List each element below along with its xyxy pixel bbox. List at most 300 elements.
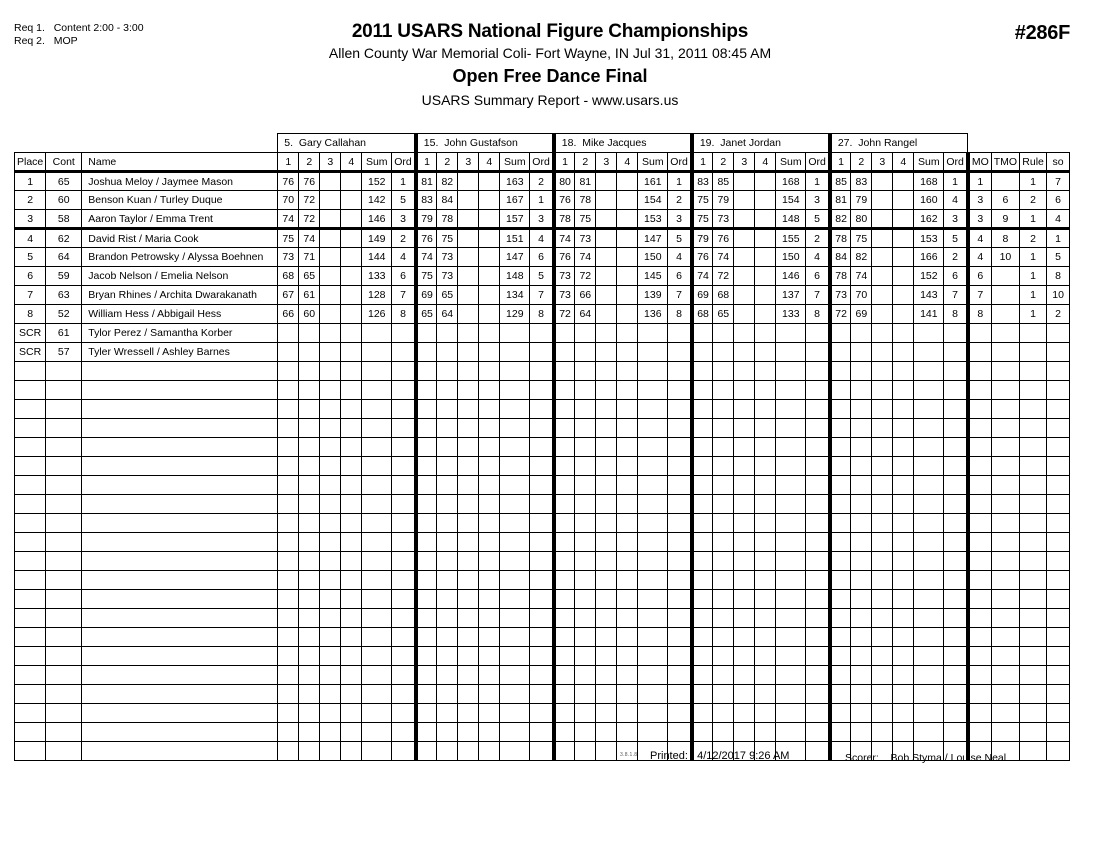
row-j2-score-3 (458, 172, 479, 191)
blank-tmo (991, 666, 1019, 685)
row-majority-ordinal: 6 (968, 267, 991, 286)
blank-j3-ordinal (668, 400, 692, 419)
row-rule: 2 (1020, 191, 1047, 210)
blank-j4-score-2 (713, 723, 734, 742)
blank-j4-sum (776, 723, 806, 742)
row-j2-score-1: 83 (416, 191, 437, 210)
row-j2-ordinal: 3 (530, 210, 554, 229)
table-row-blank (15, 609, 1070, 628)
blank-j2-sum (500, 685, 530, 704)
blank-j4-score-4 (755, 419, 776, 438)
blank-j2-score-3 (458, 742, 479, 761)
table-row-blank (15, 552, 1070, 571)
blank-place (15, 609, 46, 628)
blank-so (1047, 495, 1070, 514)
row-j4-score-1: 79 (692, 229, 713, 248)
blank-place (15, 438, 46, 457)
row-j3-sum: 154 (638, 191, 668, 210)
blank-j1-score-2 (299, 476, 320, 495)
row-j1-score-1: 73 (278, 248, 299, 267)
blank-j2-score-2 (437, 533, 458, 552)
row-j1-score-2: 65 (299, 267, 320, 286)
blank-j2-score-2 (437, 647, 458, 666)
blank-j4-score-1 (692, 362, 713, 381)
blank-j1-score-3 (320, 419, 341, 438)
blank-j5-score-1 (830, 552, 851, 571)
blank-place (15, 590, 46, 609)
blank-j4-score-4 (755, 723, 776, 742)
row-j4-score-2: 72 (713, 267, 734, 286)
blank-j5-score-4 (893, 362, 914, 381)
blank-j4-score-1 (692, 571, 713, 590)
blank-j5-score-1 (830, 647, 851, 666)
col-header-j1-ord: Ord (392, 153, 416, 172)
blank-j3-sum (638, 552, 668, 571)
blank-j2-score-2 (437, 438, 458, 457)
blank-j2-score-4 (479, 438, 500, 457)
row-j4-sum (776, 324, 806, 343)
blank-j4-score-4 (755, 647, 776, 666)
blank-j1-sum (362, 552, 392, 571)
blank-j5-score-2 (851, 476, 872, 495)
row-j2-ordinal: 7 (530, 286, 554, 305)
blank-name (82, 438, 278, 457)
row-rule: 1 (1020, 267, 1047, 286)
blank-mo (968, 438, 991, 457)
row-j3-score-3 (596, 305, 617, 324)
blank-j4-score-1 (692, 685, 713, 704)
blank-j4-score-3 (734, 552, 755, 571)
table-row-blank (15, 362, 1070, 381)
row-j4-score-3 (734, 305, 755, 324)
row-j5-sum (914, 343, 944, 362)
blank-j5-sum (914, 628, 944, 647)
blank-so (1047, 666, 1070, 685)
blank-j1-sum (362, 381, 392, 400)
row-j1-score-2 (299, 324, 320, 343)
row-j1-ordinal: 1 (392, 172, 416, 191)
col-header-j4-ord: Ord (806, 153, 830, 172)
blank-j4-score-2 (713, 400, 734, 419)
blank-j3-sum (638, 362, 668, 381)
blank-j4-score-3 (734, 723, 755, 742)
row-majority-ordinal: 3 (968, 191, 991, 210)
blank-rule (1020, 552, 1047, 571)
row-j4-sum: 154 (776, 191, 806, 210)
blank-j4-score-1 (692, 628, 713, 647)
row-j1-ordinal: 8 (392, 305, 416, 324)
blank-j5-sum (914, 438, 944, 457)
row-j4-sum: 155 (776, 229, 806, 248)
blank-j3-score-3 (596, 362, 617, 381)
blank-j2-ordinal (530, 381, 554, 400)
row-j1-ordinal: 5 (392, 191, 416, 210)
blank-cont (46, 419, 82, 438)
blank-j2-sum (500, 571, 530, 590)
col-header-j1-1: 1 (278, 153, 299, 172)
blank-j3-score-4 (617, 647, 638, 666)
row-place: 4 (15, 229, 46, 248)
row-rule: 1 (1020, 172, 1047, 191)
blank-name (82, 495, 278, 514)
row-j2-ordinal: 5 (530, 267, 554, 286)
row-j4-score-1: 75 (692, 191, 713, 210)
blank-j2-score-2 (437, 723, 458, 742)
blank-j1-score-1 (278, 609, 299, 628)
row-j5-score-4 (893, 229, 914, 248)
row-j4-score-3 (734, 210, 755, 229)
blank-j3-ordinal (668, 495, 692, 514)
blank-rule (1020, 419, 1047, 438)
row-contestant-number: 58 (46, 210, 82, 229)
row-j5-score-4 (893, 267, 914, 286)
col-header-tmo: TMO (991, 153, 1019, 172)
row-j2-score-2: 73 (437, 267, 458, 286)
blank-j4-ordinal (806, 628, 830, 647)
blank-j5-score-3 (872, 571, 893, 590)
blank-tmo (991, 723, 1019, 742)
blank-place (15, 628, 46, 647)
row-j5-score-1: 85 (830, 172, 851, 191)
blank-j5-score-3 (872, 438, 893, 457)
blank-so (1047, 381, 1070, 400)
blank-j1-score-3 (320, 476, 341, 495)
row-skater-names: Brandon Petrowsky / Alyssa Boehnen (82, 248, 278, 267)
blank-j5-score-3 (872, 476, 893, 495)
blank-j5-score-2 (851, 381, 872, 400)
blank-j5-score-4 (893, 552, 914, 571)
blank-j1-score-4 (341, 552, 362, 571)
row-j4-score-2 (713, 324, 734, 343)
blank-j2-sum (500, 647, 530, 666)
blank-j2-sum (500, 590, 530, 609)
row-j1-score-2: 72 (299, 210, 320, 229)
blank-j4-ordinal (806, 742, 830, 761)
blank-j2-sum (500, 704, 530, 723)
blank-j4-score-1 (692, 400, 713, 419)
row-j5-score-1: 78 (830, 267, 851, 286)
blank-j5-sum (914, 647, 944, 666)
row-j5-sum: 168 (914, 172, 944, 191)
row-j4-score-1: 83 (692, 172, 713, 191)
judge-banner-spacer (15, 134, 278, 153)
row-j4-score-2: 76 (713, 229, 734, 248)
row-contestant-number: 63 (46, 286, 82, 305)
blank-j2-score-4 (479, 609, 500, 628)
blank-j5-score-2 (851, 590, 872, 609)
blank-so (1047, 552, 1070, 571)
blank-j3-score-2 (575, 704, 596, 723)
blank-j2-score-4 (479, 552, 500, 571)
blank-j3-score-1 (554, 457, 575, 476)
row-j4-score-1: 74 (692, 267, 713, 286)
blank-j2-score-2 (437, 457, 458, 476)
blank-place (15, 457, 46, 476)
blank-j3-score-3 (596, 647, 617, 666)
blank-j5-score-4 (893, 723, 914, 742)
row-majority-ordinal: 1 (968, 172, 991, 191)
blank-j2-score-2 (437, 552, 458, 571)
blank-name (82, 628, 278, 647)
blank-j4-score-1 (692, 514, 713, 533)
blank-j4-ordinal (806, 609, 830, 628)
row-j5-score-3 (872, 324, 893, 343)
blank-j1-score-3 (320, 381, 341, 400)
blank-j3-score-1 (554, 400, 575, 419)
blank-j2-score-1 (416, 628, 437, 647)
blank-j1-score-4 (341, 571, 362, 590)
blank-j2-score-1 (416, 723, 437, 742)
blank-tmo (991, 381, 1019, 400)
blank-j5-score-4 (893, 438, 914, 457)
blank-j3-score-3 (596, 457, 617, 476)
blank-tmo (991, 552, 1019, 571)
blank-j1-sum (362, 571, 392, 590)
row-j4-ordinal: 2 (806, 229, 830, 248)
row-j5-score-4 (893, 343, 914, 362)
division-title: Open Free Dance Final (452, 66, 648, 86)
row-j4-ordinal: 8 (806, 305, 830, 324)
row-j1-score-2 (299, 343, 320, 362)
row-j4-sum: 146 (776, 267, 806, 286)
row-j3-score-3 (596, 172, 617, 191)
blank-j4-score-1 (692, 457, 713, 476)
blank-j2-sum (500, 723, 530, 742)
blank-j4-score-2 (713, 628, 734, 647)
blank-j5-ordinal (944, 533, 968, 552)
row-j2-sum (500, 343, 530, 362)
blank-j4-score-4 (755, 438, 776, 457)
table-row-blank (15, 419, 1070, 438)
table-row (15, 229, 1070, 248)
blank-j2-score-2 (437, 571, 458, 590)
blank-j2-score-1 (416, 381, 437, 400)
blank-j5-score-2 (851, 419, 872, 438)
blank-j1-score-2 (299, 628, 320, 647)
blank-j2-score-3 (458, 609, 479, 628)
blank-j3-ordinal (668, 723, 692, 742)
table-row (15, 210, 1070, 229)
row-j4-sum: 150 (776, 248, 806, 267)
blank-j4-score-3 (734, 590, 755, 609)
blank-j1-score-2 (299, 514, 320, 533)
blank-j5-score-4 (893, 590, 914, 609)
blank-j5-sum (914, 704, 944, 723)
row-j5-sum: 152 (914, 267, 944, 286)
row-j5-score-2: 69 (851, 305, 872, 324)
table-row-blank (15, 533, 1070, 552)
blank-j3-score-2 (575, 362, 596, 381)
row-j5-score-3 (872, 172, 893, 191)
blank-j4-ordinal (806, 704, 830, 723)
row-j4-ordinal: 1 (806, 172, 830, 191)
row-j1-ordinal: 4 (392, 248, 416, 267)
blank-j4-score-3 (734, 666, 755, 685)
blank-j3-score-3 (596, 533, 617, 552)
blank-cont (46, 628, 82, 647)
row-j5-score-4 (893, 210, 914, 229)
row-j3-ordinal: 7 (668, 286, 692, 305)
blank-j3-ordinal (668, 571, 692, 590)
row-skater-names: Benson Kuan / Turley Duque (82, 191, 278, 210)
blank-tmo (991, 438, 1019, 457)
row-j4-ordinal: 5 (806, 210, 830, 229)
blank-j1-score-1 (278, 457, 299, 476)
blank-j3-score-4 (617, 476, 638, 495)
blank-j1-score-4 (341, 666, 362, 685)
blank-place (15, 666, 46, 685)
row-j4-score-2: 68 (713, 286, 734, 305)
blank-j1-score-4 (341, 590, 362, 609)
blank-j1-score-1 (278, 419, 299, 438)
blank-j2-score-4 (479, 628, 500, 647)
blank-j4-sum (776, 362, 806, 381)
row-j5-score-3 (872, 305, 893, 324)
blank-j2-score-1 (416, 742, 437, 761)
results-table (14, 133, 1070, 761)
row-j5-sum: 160 (914, 191, 944, 210)
blank-j5-ordinal (944, 590, 968, 609)
blank-j5-sum (914, 590, 944, 609)
blank-place (15, 552, 46, 571)
blank-j3-score-4 (617, 419, 638, 438)
row-j3-sum: 153 (638, 210, 668, 229)
col-header-j1-sum: Sum (362, 153, 392, 172)
row-j4-sum (776, 343, 806, 362)
row-contestant-number: 62 (46, 229, 82, 248)
blank-j5-score-4 (893, 514, 914, 533)
blank-rule (1020, 457, 1047, 476)
row-j3-sum: 147 (638, 229, 668, 248)
blank-j3-sum (638, 628, 668, 647)
blank-j5-ordinal (944, 495, 968, 514)
blank-j5-score-4 (893, 476, 914, 495)
event-number: #286F (1014, 22, 1070, 44)
blank-j3-score-2 (575, 533, 596, 552)
row-j3-score-2 (575, 343, 596, 362)
blank-j3-score-1 (554, 723, 575, 742)
blank-j5-score-3 (872, 552, 893, 571)
blank-j2-score-2 (437, 419, 458, 438)
blank-j3-score-3 (596, 704, 617, 723)
row-rule (1020, 324, 1047, 343)
row-j1-score-1 (278, 324, 299, 343)
row-j2-score-2: 84 (437, 191, 458, 210)
blank-j3-score-3 (596, 609, 617, 628)
row-j2-ordinal: 4 (530, 229, 554, 248)
blank-j1-score-3 (320, 457, 341, 476)
blank-j5-score-3 (872, 647, 893, 666)
row-j4-score-3 (734, 248, 755, 267)
blank-j4-score-2 (713, 495, 734, 514)
blank-j5-score-2 (851, 609, 872, 628)
table-row (15, 286, 1070, 305)
blank-j2-score-2 (437, 400, 458, 419)
row-j2-score-2: 82 (437, 172, 458, 191)
row-rule: 1 (1020, 210, 1047, 229)
blank-name (82, 571, 278, 590)
row-skater-names: Tylor Perez / Samantha Korber (82, 324, 278, 343)
blank-j2-score-3 (458, 723, 479, 742)
blank-j5-ordinal (944, 628, 968, 647)
blank-j3-score-1 (554, 552, 575, 571)
row-sum-ordinals: 5 (1047, 248, 1070, 267)
blank-j4-score-3 (734, 362, 755, 381)
blank-j3-score-3 (596, 381, 617, 400)
blank-j4-score-2 (713, 457, 734, 476)
blank-j1-ordinal (392, 723, 416, 742)
blank-j5-score-4 (893, 495, 914, 514)
blank-j1-score-4 (341, 685, 362, 704)
blank-j4-score-2 (713, 571, 734, 590)
blank-tmo (991, 495, 1019, 514)
printed-stamp (650, 750, 789, 762)
blank-mo (968, 381, 991, 400)
row-j5-score-2: 74 (851, 267, 872, 286)
row-j3-score-1 (554, 343, 575, 362)
row-total-majority-ordinal (991, 172, 1019, 191)
blank-so (1047, 590, 1070, 609)
blank-j1-score-4 (341, 704, 362, 723)
blank-j2-score-1 (416, 609, 437, 628)
blank-j2-score-4 (479, 400, 500, 419)
blank-name (82, 704, 278, 723)
col-header-mo: MO (968, 153, 991, 172)
blank-j4-sum (776, 476, 806, 495)
row-contestant-number: 60 (46, 191, 82, 210)
blank-j5-score-4 (893, 609, 914, 628)
blank-j3-score-1 (554, 381, 575, 400)
blank-j3-score-1 (554, 609, 575, 628)
blank-place (15, 647, 46, 666)
row-j4-score-3 (734, 343, 755, 362)
col-header-rule: Rule (1020, 153, 1047, 172)
blank-cont (46, 552, 82, 571)
blank-j1-score-3 (320, 685, 341, 704)
blank-j3-ordinal (668, 476, 692, 495)
blank-j3-score-3 (596, 742, 617, 761)
col-header-j1-2: 2 (299, 153, 320, 172)
blank-j2-score-1 (416, 571, 437, 590)
blank-j5-score-1 (830, 381, 851, 400)
row-j2-score-4 (479, 286, 500, 305)
blank-j3-score-1 (554, 647, 575, 666)
blank-j5-score-3 (872, 457, 893, 476)
blank-j1-sum (362, 666, 392, 685)
blank-j1-score-1 (278, 381, 299, 400)
blank-place (15, 533, 46, 552)
blank-j4-sum (776, 609, 806, 628)
col-header-j4-1: 1 (692, 153, 713, 172)
blank-j2-score-2 (437, 742, 458, 761)
blank-j5-sum (914, 533, 944, 552)
blank-j4-score-3 (734, 419, 755, 438)
blank-j2-score-1 (416, 533, 437, 552)
blank-j5-sum (914, 723, 944, 742)
blank-tmo (991, 571, 1019, 590)
row-j3-score-4 (617, 286, 638, 305)
blank-j5-ordinal (944, 438, 968, 457)
blank-tmo (991, 533, 1019, 552)
judge-banner-row (15, 134, 1070, 153)
row-j5-score-2: 75 (851, 229, 872, 248)
row-j5-ordinal: 4 (944, 191, 968, 210)
row-j2-score-4 (479, 172, 500, 191)
blank-j2-ordinal (530, 495, 554, 514)
blank-j2-ordinal (530, 609, 554, 628)
row-j4-score-1 (692, 343, 713, 362)
blank-j1-score-4 (341, 457, 362, 476)
